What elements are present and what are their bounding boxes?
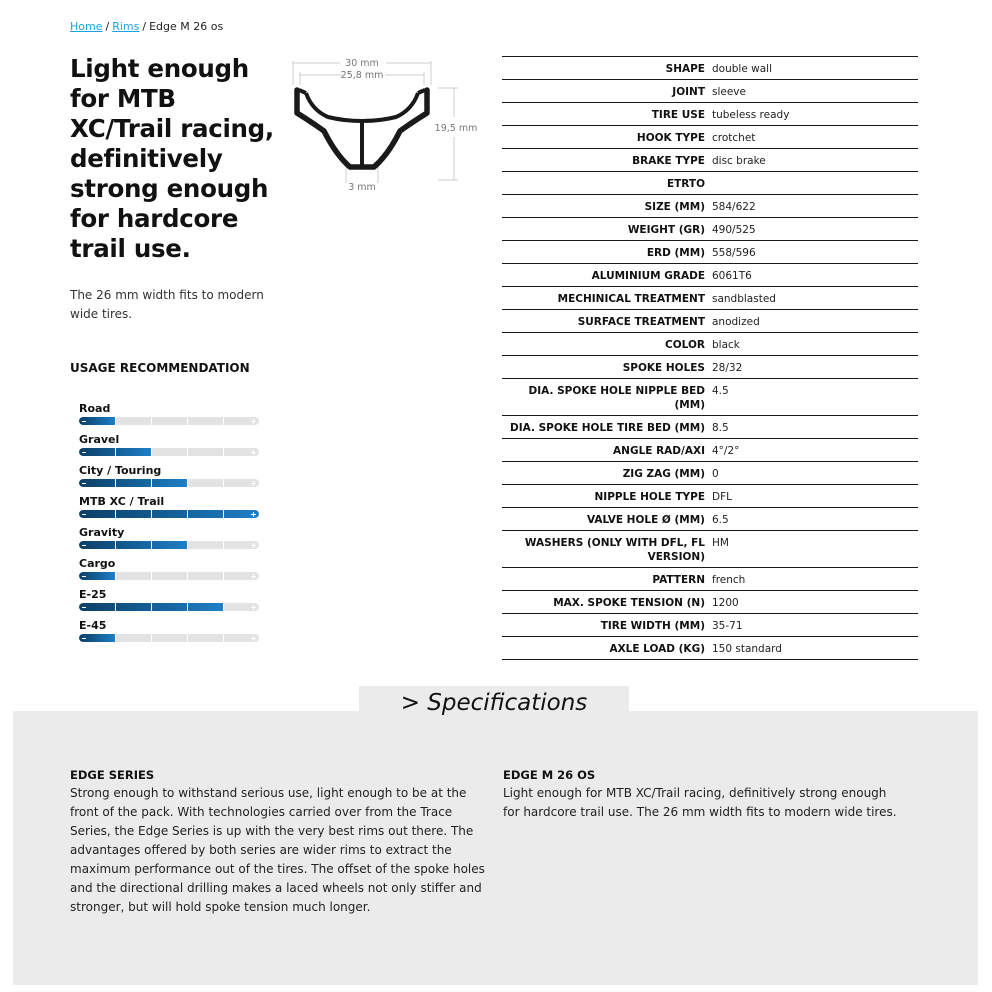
- usage-segment-divider: [115, 417, 116, 425]
- spec-row: [502, 590, 918, 613]
- breadcrumb-separator: /: [105, 20, 110, 33]
- usage-row: [79, 588, 260, 619]
- spec-key: AXLE LOAD (KG): [609, 643, 705, 655]
- breadcrumb-current: Edge M 26 os: [149, 20, 224, 33]
- spec-value: 35-71: [712, 620, 743, 632]
- spec-key: COLOR: [665, 339, 705, 351]
- minus-icon: [82, 576, 86, 577]
- spec-row: [502, 263, 918, 286]
- minus-icon: [82, 421, 86, 422]
- spec-value: 584/622: [712, 201, 756, 213]
- plus-icon: [253, 450, 254, 455]
- breadcrumb: [70, 20, 223, 33]
- spec-value: 28/32: [712, 362, 743, 374]
- spec-key: TIRE USE: [651, 109, 705, 121]
- usage-level-fill: [79, 510, 259, 518]
- spec-value: tubeless ready: [712, 109, 790, 121]
- usage-level-fill: [79, 541, 187, 549]
- spec-key: DIA. SPOKE HOLE TIRE BED (MM): [510, 422, 705, 434]
- usage-level-fill: [79, 479, 187, 487]
- spec-row: [502, 102, 918, 125]
- usage-row: [79, 495, 260, 526]
- usage-segment-divider: [115, 603, 116, 611]
- plus-icon: [253, 481, 254, 486]
- usage-segment-divider: [223, 572, 224, 580]
- spec-value: 0: [712, 468, 719, 480]
- spec-value: 1200: [712, 597, 739, 609]
- usage-label: City / Touring: [79, 464, 162, 477]
- spec-key: PATTERN: [652, 574, 705, 586]
- spec-row: [502, 79, 918, 102]
- spec-key: ANGLE RAD/AXI: [613, 445, 705, 457]
- usage-segment-divider: [223, 479, 224, 487]
- usage-row: [79, 464, 260, 495]
- usage-label: Gravel: [79, 433, 120, 446]
- spec-value: french: [712, 574, 746, 586]
- spec-value: DFL: [712, 491, 732, 503]
- spec-key: ZIG ZAG (MM): [622, 468, 705, 480]
- spec-value: 4°/2°: [712, 445, 740, 457]
- spec-value: crotchet: [712, 132, 756, 144]
- spec-row: [502, 530, 918, 567]
- spec-value: 6.5: [712, 514, 729, 526]
- breadcrumb-rims-link[interactable]: Rims: [112, 20, 140, 33]
- spec-row: [502, 171, 918, 194]
- usage-segment-divider: [187, 448, 188, 456]
- usage-segment-divider: [223, 417, 224, 425]
- series-title: EDGE SERIES: [70, 768, 155, 782]
- usage-label: Cargo: [79, 557, 116, 570]
- spec-key: JOINT: [672, 86, 705, 98]
- usage-segment-divider: [223, 541, 224, 549]
- usage-segment-divider: [187, 417, 188, 425]
- spec-value: 6061T6: [712, 270, 752, 282]
- usage-segment-divider: [223, 448, 224, 456]
- usage-segment-divider: [223, 634, 224, 642]
- usage-label: E-25: [79, 588, 107, 601]
- usage-level-bar: [79, 541, 259, 549]
- product-lede: The 26 mm width fits to modern wide tires.: [70, 288, 264, 321]
- usage-label: E-45: [79, 619, 107, 632]
- spec-value: 150 standard: [712, 643, 782, 655]
- spec-value: sandblasted: [712, 293, 776, 305]
- product-title: EDGE M 26 OS: [503, 768, 596, 782]
- spec-key: VALVE HOLE Ø (MM): [586, 514, 705, 526]
- spec-value: double wall: [712, 63, 772, 75]
- spec-key: ETRTO: [666, 178, 705, 190]
- spec-row: [502, 613, 918, 636]
- minus-icon: [82, 514, 86, 515]
- spec-key: WASHERS (ONLY WITH DFL, FL VERSION): [524, 537, 705, 563]
- usage-level-bar: [79, 448, 259, 456]
- plus-icon: [253, 543, 254, 548]
- usage-segment-divider: [115, 510, 116, 518]
- spec-value: sleeve: [712, 86, 746, 98]
- usage-segment-divider: [115, 634, 116, 642]
- spec-row: [502, 461, 918, 484]
- usage-row: [79, 433, 260, 464]
- spec-row: [502, 56, 918, 79]
- usage-segment-divider: [151, 510, 152, 518]
- diagram-inner-width-label: 25,8 mm: [340, 70, 384, 81]
- usage-segment-divider: [151, 541, 152, 549]
- spec-value: 8.5: [712, 422, 729, 434]
- spec-value: HM: [712, 537, 729, 549]
- spec-value: 4.5: [712, 385, 729, 397]
- usage-recommendation-title: USAGE RECOMMENDATION: [70, 361, 250, 375]
- spec-key: ERD (MM): [646, 247, 705, 259]
- usage-segment-divider: [223, 510, 224, 518]
- specifications-heading[interactable]: > Specifications: [400, 690, 588, 716]
- breadcrumb-separator: /: [142, 20, 147, 33]
- spec-key: MECHINICAL TREATMENT: [557, 293, 705, 305]
- spec-key: SPOKE HOLES: [622, 362, 705, 374]
- plus-icon: [253, 512, 254, 517]
- diagram-height-label: 19,5 mm: [434, 123, 478, 134]
- usage-segment-divider: [151, 479, 152, 487]
- usage-level-bar: [79, 417, 259, 425]
- series-text: Strong enough to withstand serious use, light enough to be at the front of the pack. With technologies carried over from the Trace Series, the Edge Series is up with the very best rims out there. The advantages offered by both series are wider rims to extract the maximum performance out of the tires. The offset of the spoke holes and the directional drilling makes a laced wheels not only stiffer and stronger, but will hold spoke tension much longer.: [70, 786, 485, 914]
- minus-icon: [82, 607, 86, 608]
- minus-icon: [82, 452, 86, 453]
- usage-segment-divider: [115, 448, 116, 456]
- usage-level-bar: [79, 572, 259, 580]
- spec-key: SURFACE TREATMENT: [577, 316, 705, 328]
- spec-value: anodized: [712, 316, 760, 328]
- spec-row: [502, 286, 918, 309]
- usage-segment-divider: [115, 572, 116, 580]
- rim-profile-diagram: [288, 55, 483, 195]
- usage-segment-divider: [151, 572, 152, 580]
- usage-label: Road: [79, 402, 111, 415]
- usage-row: [79, 619, 260, 650]
- spec-row: [502, 332, 918, 355]
- diagram-outer-width-label: 30 mm: [345, 58, 379, 69]
- usage-level-bar: [79, 634, 259, 642]
- minus-icon: [82, 638, 86, 639]
- usage-label: MTB XC / Trail: [79, 495, 165, 508]
- usage-row: [79, 557, 260, 588]
- series-description: [70, 767, 488, 917]
- spec-value: 490/525: [712, 224, 756, 236]
- usage-segment-divider: [115, 541, 116, 549]
- spec-key: DIA. SPOKE HOLE NIPPLE BED (MM): [528, 385, 705, 411]
- usage-segment-divider: [187, 634, 188, 642]
- spec-row: [502, 438, 918, 461]
- usage-segment-divider: [187, 479, 188, 487]
- spec-row: [502, 636, 918, 660]
- spec-value: 558/596: [712, 247, 756, 259]
- usage-label: Gravity: [79, 526, 125, 539]
- spec-row: [502, 125, 918, 148]
- breadcrumb-home-link[interactable]: Home: [70, 20, 103, 33]
- spec-row: [502, 194, 918, 217]
- spec-key: NIPPLE HOLE TYPE: [594, 491, 705, 503]
- plus-icon: [253, 636, 254, 641]
- usage-segment-divider: [187, 510, 188, 518]
- spec-key: HOOK TYPE: [636, 132, 705, 144]
- plus-icon: [253, 605, 254, 610]
- usage-segment-divider: [187, 572, 188, 580]
- spec-key: SHAPE: [665, 63, 705, 75]
- spec-row: [502, 240, 918, 263]
- page-title: Light enough for MTB XC/Trail racing, definitively strong enough for hardcore trail use.: [70, 54, 274, 263]
- usage-segment-divider: [187, 541, 188, 549]
- spec-value: disc brake: [712, 155, 766, 167]
- usage-level-bar: [79, 603, 259, 611]
- spec-row: [502, 415, 918, 438]
- usage-segment-divider: [223, 603, 224, 611]
- diagram-bottom-label: 3 mm: [348, 182, 376, 193]
- spec-row: [502, 217, 918, 240]
- spec-key: MAX. SPOKE TENSION (N): [553, 597, 705, 609]
- spec-key: SIZE (MM): [644, 201, 705, 213]
- spec-row: [502, 355, 918, 378]
- product-text: Light enough for MTB XC/Trail racing, definitively strong enough for hardcore trail use. The 26 mm width fits to modern wide tires.: [503, 786, 897, 819]
- usage-level-bar: [79, 510, 259, 518]
- usage-segment-divider: [151, 634, 152, 642]
- spec-key: WEIGHT (GR): [627, 224, 705, 236]
- spec-key: ALUMINIUM GRADE: [591, 270, 705, 282]
- plus-icon: [253, 419, 254, 424]
- usage-segment-divider: [187, 603, 188, 611]
- usage-segment-divider: [151, 603, 152, 611]
- usage-row: [79, 402, 260, 433]
- plus-icon: [253, 574, 254, 579]
- usage-segment-divider: [151, 417, 152, 425]
- usage-recommendation-list: [79, 402, 260, 650]
- spec-row: [502, 507, 918, 530]
- minus-icon: [82, 545, 86, 546]
- spec-row: [502, 148, 918, 171]
- spec-table: [502, 56, 918, 660]
- spec-row: [502, 484, 918, 507]
- spec-value: black: [712, 339, 740, 351]
- spec-row: [502, 378, 918, 415]
- spec-value: [710, 172, 918, 194]
- spec-key: TIRE WIDTH (MM): [600, 620, 705, 632]
- usage-segment-divider: [115, 479, 116, 487]
- usage-level-bar: [79, 479, 259, 487]
- spec-row: [502, 567, 918, 590]
- spec-key: BRAKE TYPE: [632, 155, 705, 167]
- minus-icon: [82, 483, 86, 484]
- usage-row: [79, 526, 260, 557]
- usage-segment-divider: [151, 448, 152, 456]
- product-description: [503, 767, 903, 822]
- spec-row: [502, 309, 918, 332]
